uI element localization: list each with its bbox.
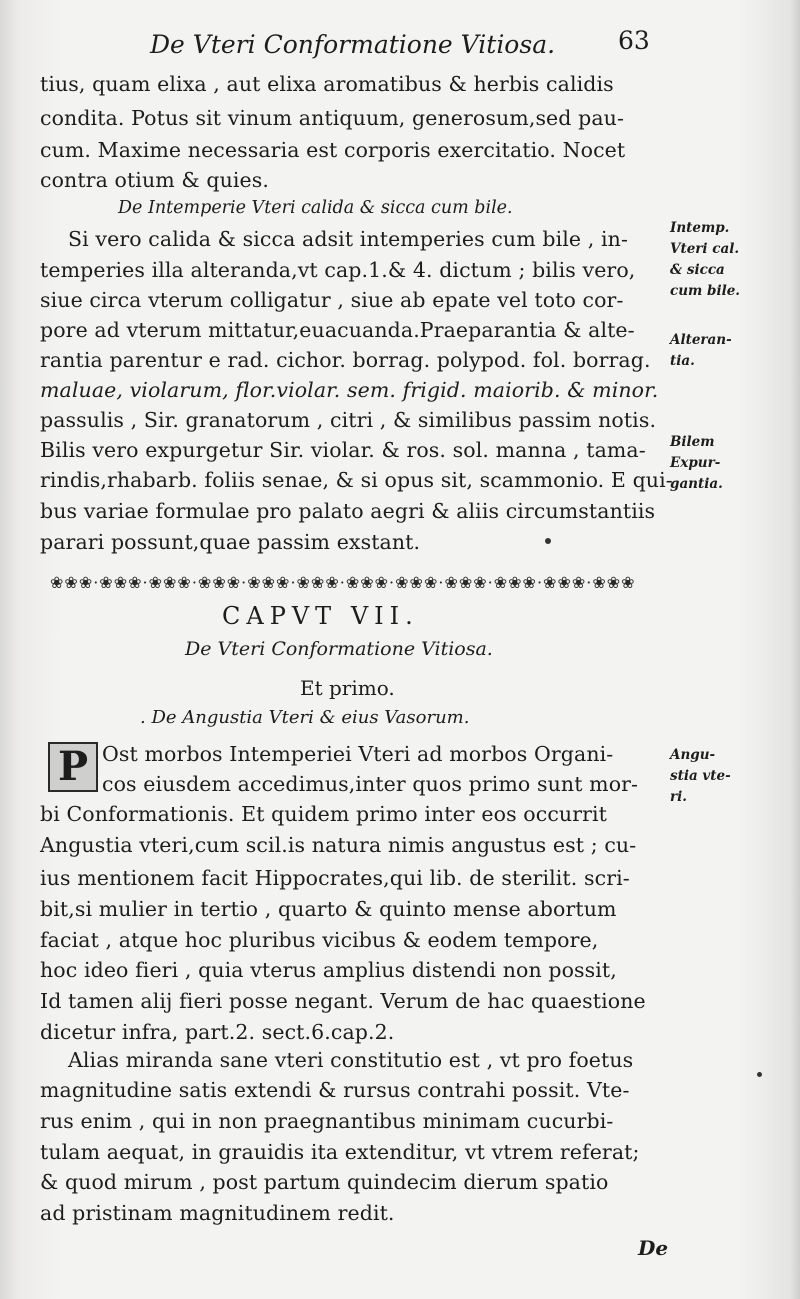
text-line: temperies illa alteranda,vt cap.1.& 4. dictum ; bilis vero,: [40, 258, 636, 282]
text-line: rantia parentur e rad. cichor. borrag. polypod. fol. borrag.: [40, 348, 651, 372]
text-line: passulis , Sir. granatorum , citri , & similibus passim notis.: [40, 408, 657, 432]
text-line: Bilis vero expurgetur Sir. violar. & ros. sol. manna , tama-: [40, 438, 646, 462]
text-line: ad pristinam magnitudinem redit.: [40, 1201, 395, 1225]
drop-cap: P: [48, 742, 98, 792]
text-line: contra otium & quies.: [40, 168, 270, 192]
text-line: Alias miranda sane vteri constitutio est , vt pro foetus: [68, 1048, 634, 1072]
text-line: Si vero calida & sicca adsit intemperies cum bile , in-: [68, 227, 628, 251]
text-line: rus enim , qui in non praegnantibus minimam cucurbi-: [40, 1109, 614, 1133]
marginal-note: Alteran- tia.: [670, 332, 732, 369]
text-line: bus variae formulae pro palato aegri & aliis circumstantiis: [40, 499, 656, 523]
text-line: ius mentionem facit Hippocrates,qui lib. de sterilit. scri-: [40, 866, 630, 890]
text-line: magnitudine satis extendi & rursus contrahi possit. Vte-: [40, 1078, 630, 1102]
text-line: pore ad vterum mittatur,euacuanda.Praeparantia & alte-: [40, 318, 635, 342]
text-line: siue circa vterum colligatur , siue ab epate vel toto cor-: [40, 288, 624, 312]
ornament-divider: ❀❀❀·❀❀❀·❀❀❀·❀❀❀·❀❀❀·❀❀❀·❀❀❀·❀❀❀·❀❀❀·❀❀❀·❀❀❀·❀❀❀: [50, 573, 636, 592]
ink-spot: [545, 538, 551, 544]
text-line: tius, quam elixa , aut elixa aromatibus & herbis calidis: [40, 72, 614, 96]
text-line: parari possunt,quae passim exstant.: [40, 530, 421, 554]
text-line: cos eiusdem accedimus,inter quos primo sunt mor-: [102, 772, 639, 796]
text-line: dicetur infra, part.2. sect.6.cap.2.: [40, 1020, 395, 1044]
ink-spot: [757, 1072, 762, 1077]
text-line: bit,si mulier in tertio , quarto & quinto mense abortum: [40, 897, 617, 921]
marginal-note: Intemp. Vteri cal. & sicca cum bile.: [670, 220, 741, 299]
text-line: bi Conformationis. Et quidem primo inter eos occurrit: [40, 802, 608, 826]
text-line: condita. Potus sit vinum antiquum, generosum,sed pau-: [40, 106, 625, 130]
chapter-et-primo: Et primo.: [300, 676, 395, 700]
text-line: faciat , atque hoc pluribus vicibus & eodem tempore,: [40, 928, 599, 952]
text-line: Angustia vteri,cum scil.is natura nimis angustus est ; cu-: [40, 833, 637, 857]
text-line: Id tamen alij fieri posse negant. Verum de hac quaestione: [40, 989, 646, 1013]
chapter-number: CAPVT VII.: [222, 602, 419, 630]
text-line: rindis,rhabarb. foliis senae, & si opus sit, scammonio. E qui-: [40, 468, 673, 492]
text-line: Ost morbos Intemperiei Vteri ad morbos Organi-: [102, 742, 614, 766]
running-title: De Vteri Conformatione Vitiosa.: [150, 30, 556, 59]
chapter-subtitle: . De Angustia Vteri & eius Vasorum.: [140, 707, 470, 728]
text-line: & quod mirum , post partum quindecim dierum spatio: [40, 1170, 609, 1194]
page-number: 63: [618, 26, 650, 55]
text-line: hoc ideo fieri , quia vterus amplius distendi non possit,: [40, 958, 617, 982]
text-line: maluae, violarum, flor.violar. sem. frigid. maiorib. & minor.: [40, 378, 659, 402]
section-subheading: De Intemperie Vteri calida & sicca cum bile.: [118, 198, 513, 218]
catchword: De: [638, 1236, 669, 1260]
text-line: tulam aequat, in grauidis ita extenditur, vt vtrem referat;: [40, 1140, 640, 1164]
text-line: cum. Maxime necessaria est corporis exercitatio. Nocet: [40, 138, 626, 162]
marginal-note: Angu- stia vte- ri.: [670, 747, 731, 805]
marginal-note: Bilem Expur- gantia.: [670, 434, 723, 492]
chapter-title: De Vteri Conformatione Vitiosa.: [185, 638, 493, 660]
